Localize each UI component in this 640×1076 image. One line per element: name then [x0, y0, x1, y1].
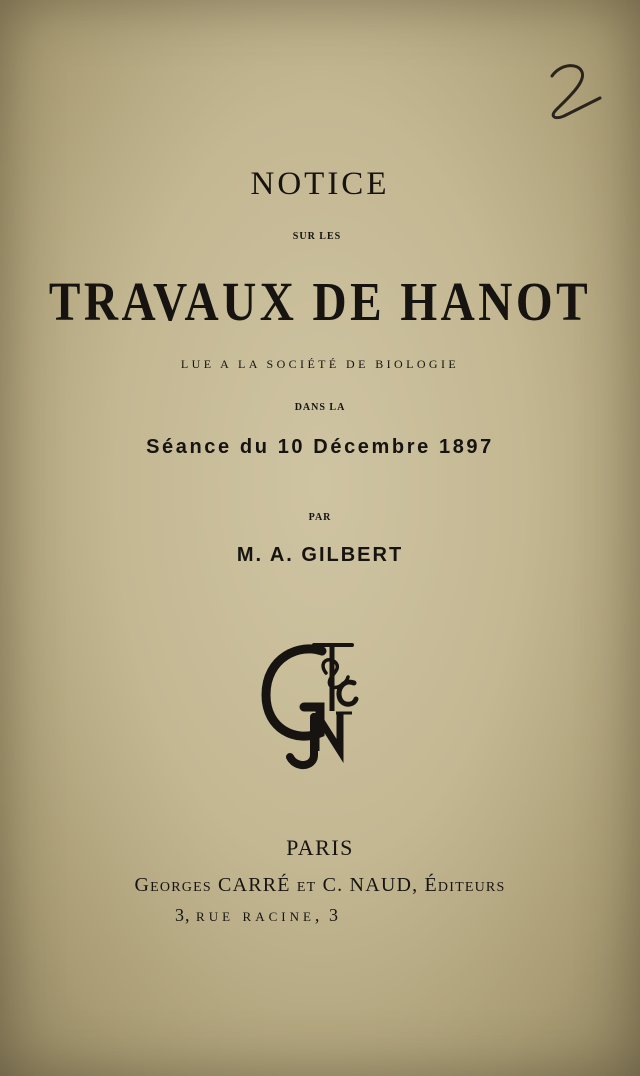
- address-number-end: 3: [328, 905, 339, 925]
- publisher-monogram-icon: [256, 633, 376, 773]
- publication-city: PARIS: [286, 835, 354, 860]
- address-number: 3,: [175, 905, 191, 925]
- address-street: rue racine,: [196, 905, 324, 925]
- publisher-line: Georges CARRÉ et C. NAUD, Éditeurs: [134, 874, 506, 896]
- author-name: M. A. GILBERT: [236, 544, 404, 566]
- seance-date: Séance du 10 Décembre 1897: [146, 436, 494, 458]
- page-title: NOTICE: [250, 166, 390, 202]
- par-text: PAR: [308, 512, 332, 523]
- dans-la-text: DANS LA: [294, 402, 346, 413]
- handwritten-mark: [538, 58, 608, 130]
- sur-les-text: SUR LES: [292, 231, 342, 242]
- lue-text: LUE A LA SOCIÉTÉ DE BIOLOGIE: [180, 357, 460, 371]
- main-title: TRAVAUX DE HANOT: [48, 271, 592, 332]
- publisher-address: [0, 905, 577, 926]
